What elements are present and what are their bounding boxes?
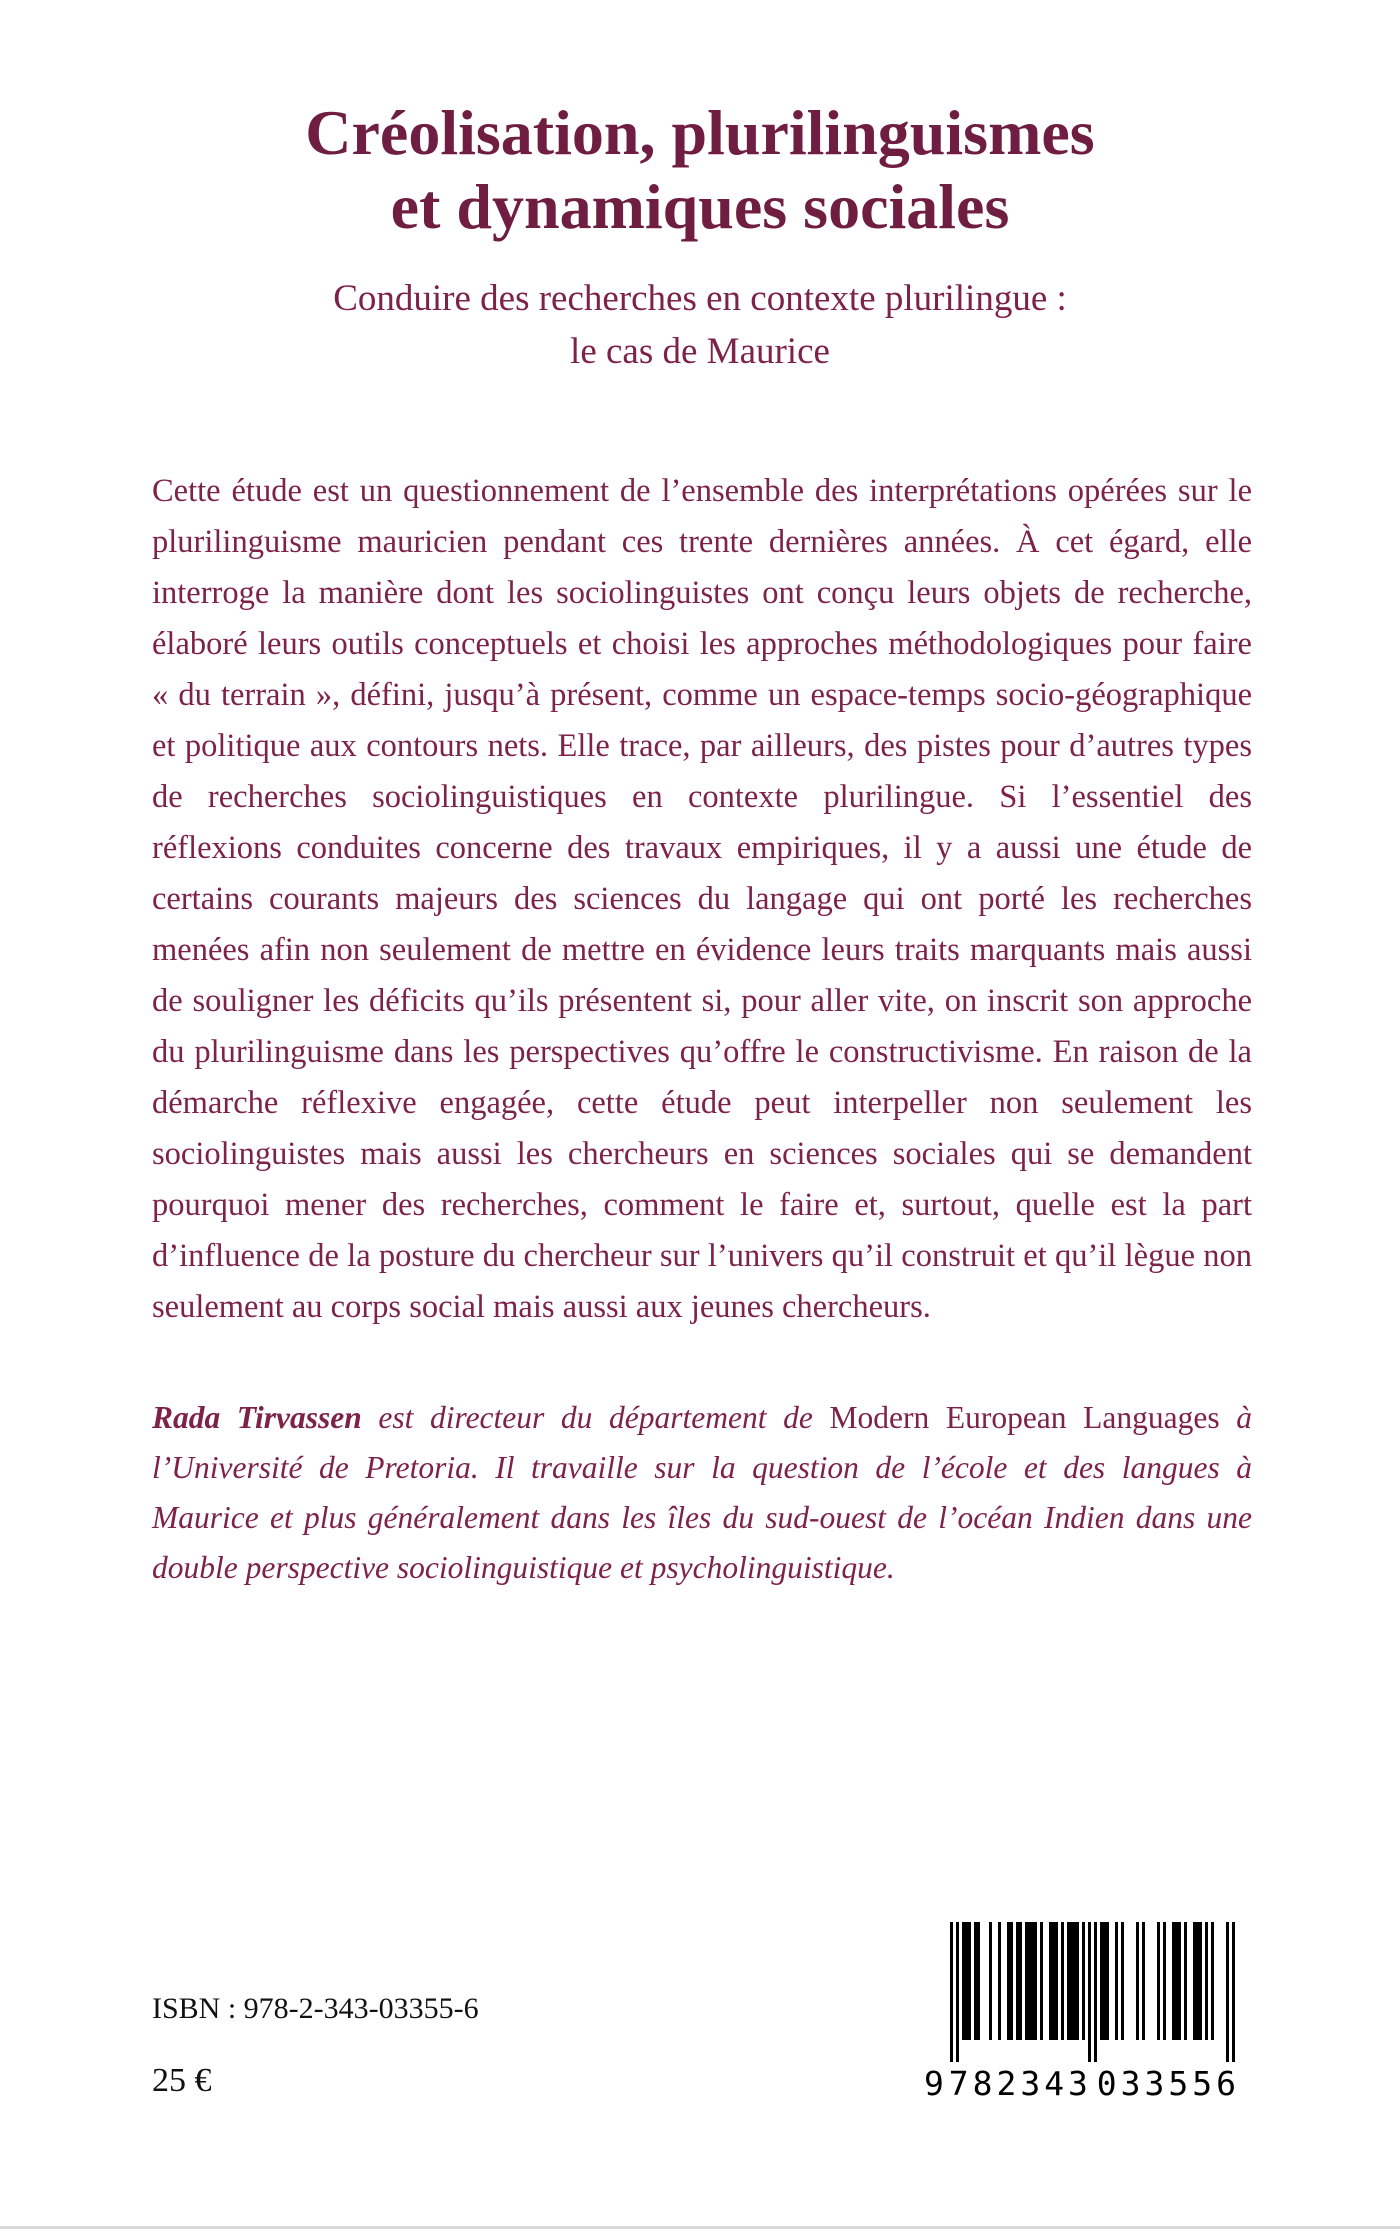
barcode-digit-group-1: 9: [924, 2064, 944, 2103]
barcode-digit-group-3: 033556: [1096, 2064, 1240, 2103]
book-title: [110, 96, 1290, 243]
synopsis-paragraph: Cette étude est un questionnement de l’ensemble des interprétations opérées sur le plurilinguisme mauricien pendant ces trente dernières années. À cet égard, elle interroge la manière dont les sociolinguistes ont conçu leurs objets de recherche, élaboré leurs outils conceptuels et choisi les approches méthodologiques pour faire « du terrain », défini, jusqu’à présent, comme un espace-temps socio-géographique et politique aux contours nets. Elle trace, par ailleurs, des pistes pour d’autres types de recherches sociolinguistiques en contexte plurilingue. Si l’essentiel des réflexions conduites concerne des travaux empiriques, il y a aussi une étude de certains courants majeurs des sciences du langage qui ont porté les recherches menées afin non seulement de mettre en évidence leurs traits marquants mais aussi de souligner les déficits qu’ils présentent si, pour aller vite, on inscrit son approche du plurilinguisme dans les perspectives qu’offre le constructivisme. En raison de la démarche réflexive engagée, cette étude peut interpeller non seulement les sociolinguistes mais aussi les chercheurs en sciences sociales qui se demandent pourquoi mener des recherches, comment le faire et, surtout, quelle est la part d’influence de la posture du chercheur sur l’univers qu’il construit et qu’il lègue non seulement au corps social mais aussi aux jeunes chercheurs.: [152, 473, 1252, 1326]
author-bio: [152, 1393, 1252, 1593]
barcode-bars: [924, 1922, 1240, 2062]
author-name: Rada Tirvassen: [152, 1400, 362, 1436]
price-text: 25 €: [152, 2062, 212, 2099]
bio-department: Modern European Languages: [829, 1400, 1220, 1436]
isbn-text: ISBN : 978-2-343-03355-6: [152, 1992, 479, 2025]
barcode-digit-group-2: 782343: [948, 2064, 1092, 2103]
book-title-line2: et dynamiques sociales: [390, 170, 1010, 242]
bio-segment-2: à l’Université de Pretoria. Il travaille sur la question de l’école et des langues à Maurice et plus généralement dans les îles du sud-ouest de l’océan Indien dans une double perspective sociolinguistique et psycholinguistique.: [152, 1400, 1253, 1586]
barcode-digits: [924, 2064, 1240, 2103]
bio-segment-1: est directeur du département de: [361, 1400, 830, 1436]
barcode: [924, 1922, 1240, 2103]
book-title-line1: Créolisation, plurilinguismes: [305, 97, 1095, 168]
book-subtitle: [120, 273, 1280, 378]
book-subtitle-line2: le cas de Maurice: [570, 330, 830, 372]
footer-left: [152, 1992, 479, 2100]
book-subtitle-line1: Conduire des recherches en contexte plurilingue :: [333, 278, 1067, 320]
